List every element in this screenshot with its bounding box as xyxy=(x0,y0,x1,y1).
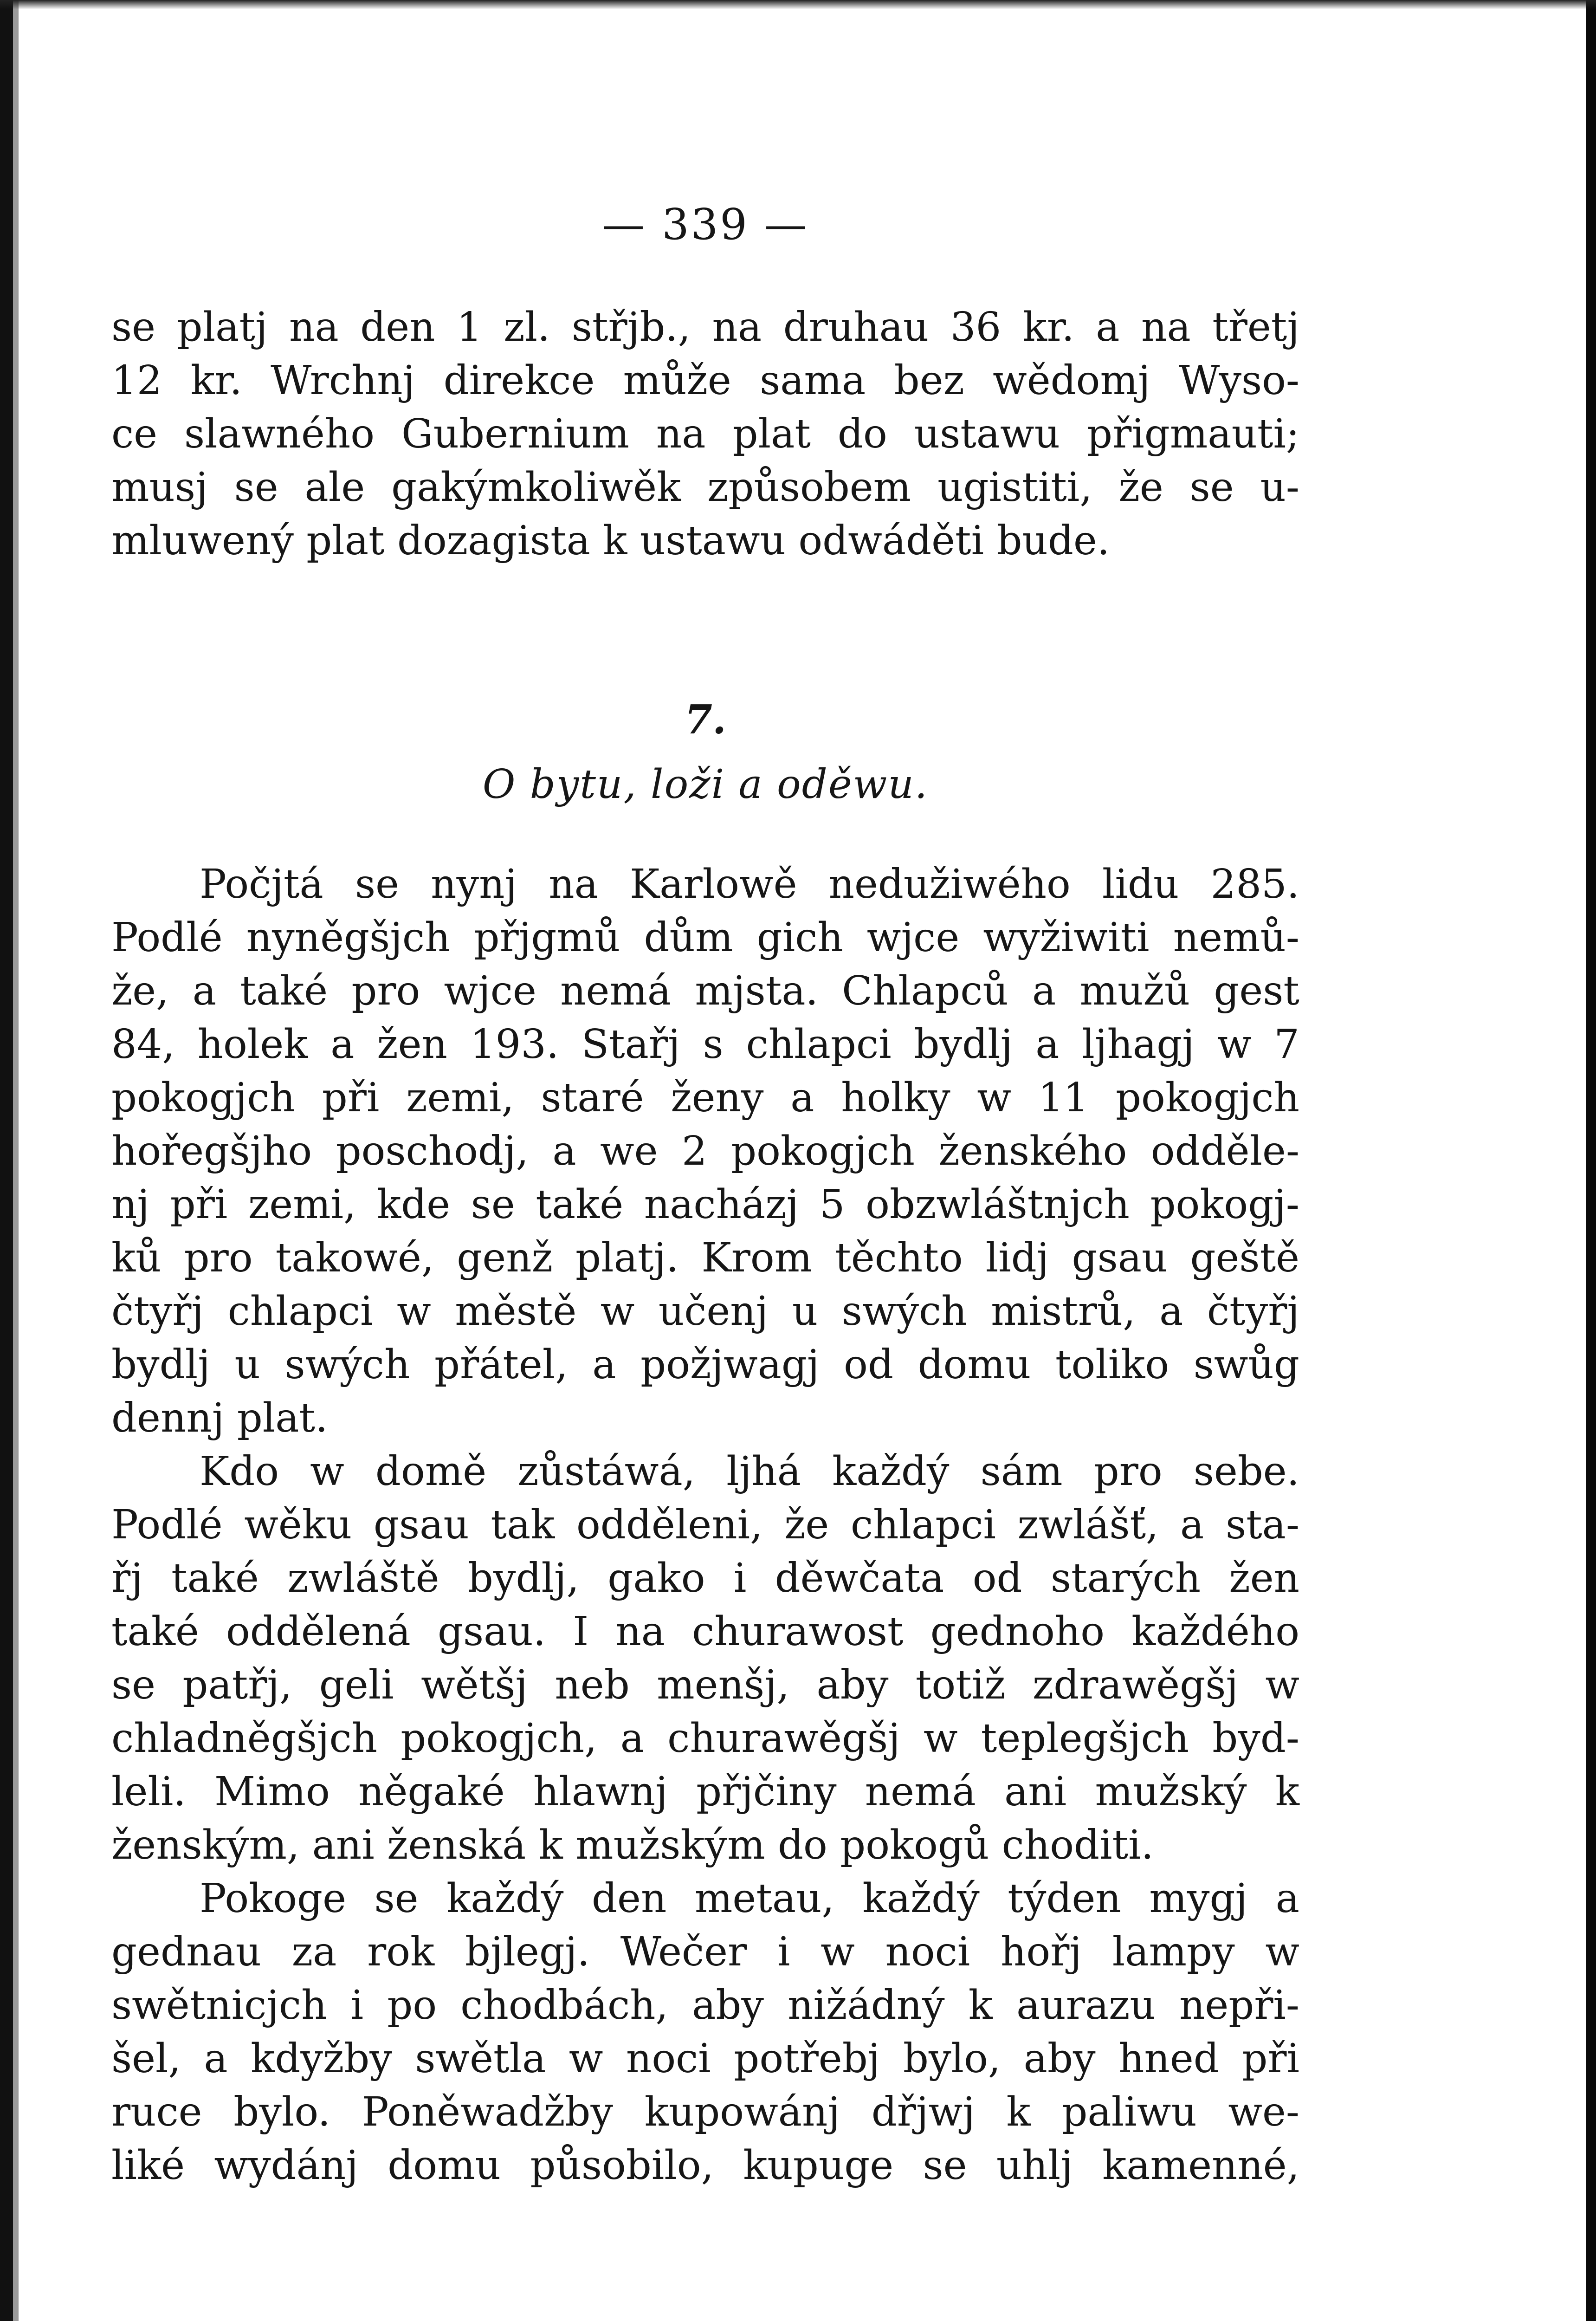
text-line: mluwený plat dozagista k ustawu odwáděti bude. xyxy=(111,518,1110,564)
text-line: pokogjch při zemi, staré ženy a holky w 11 pokogjch xyxy=(111,1075,1299,1121)
text-line: 84, holek a žen 193. Stařj s chlapci bydlj a ljhagj w 7 xyxy=(111,1021,1299,1068)
text-line: ruce bylo. Poněwadžby kupowánj dřjwj k paliwu we- xyxy=(111,2089,1299,2135)
text-line: Počjtá se nynj na Karlowě nedužiwého lidu 285. xyxy=(200,861,1299,908)
text-line: leli. Mimo něgaké hlawnj přjčiny nemá ani mužský k xyxy=(111,1769,1299,1815)
text-line: swětnicjch i po chodbách, aby nižádný k aurazu nepři- xyxy=(111,1982,1299,2029)
text-line: Podlé nyněgšjch přjgmů dům gich wjce wyžiwiti nemů- xyxy=(111,914,1299,961)
text-line: Podlé wěku gsau tak odděleni, že chlapci zwlášť, a sta- xyxy=(111,1502,1299,1548)
text-line: čtyřj chlapci w městě w učenj u swých mistrů, a čtyřj xyxy=(111,1288,1299,1335)
text-line: se platj na den 1 zl. střjb., na druhau 36 kr. a na třetj xyxy=(111,304,1299,350)
text-line: řj také zwláště bydlj, gako i děwčata od starých žen xyxy=(111,1555,1299,1601)
text-line: liké wydánj domu působilo, kupuge se uhlj kamenné, xyxy=(111,2142,1299,2189)
text-line: Pokoge se každý den metau, každý týden mygj a xyxy=(200,1875,1299,1922)
section-title: O bytu, loži a oděwu. xyxy=(482,761,929,808)
text-line: ků pro takowé, genž platj. Krom těchto lidj gsau geště xyxy=(111,1235,1299,1281)
text-line: 12 kr. Wrchnj direkce může sama bez wědomj Wyso- xyxy=(111,357,1299,404)
text-line: bydlj u swých přátel, a požjwagj od domu toliko swůg xyxy=(111,1342,1299,1388)
text-line: gednau za rok bjlegj. Wečer i w noci hořj lampy w xyxy=(111,1929,1299,1975)
scan-edge-right xyxy=(1586,0,1596,2321)
text-line: také oddělená gsau. I na churawost gednoho každého xyxy=(111,1608,1299,1655)
text-line: šel, a kdyžby swětla w noci potřebj bylo, aby hned při xyxy=(111,2036,1299,2082)
section-number: 7. xyxy=(685,696,726,743)
text-line: musj se ale gakýmkoliwěk způsobem ugistiti, že se u- xyxy=(111,464,1299,511)
scan-edge-left-inner xyxy=(13,0,19,2321)
text-line: ce slawného Gubernium na plat do ustawu přigmauti; xyxy=(111,411,1299,457)
text-line: dennj plat. xyxy=(111,1395,328,1441)
text-line: ženským, ani ženská k mužským do pokogů choditi. xyxy=(111,1822,1154,1868)
page-number: — 339 — xyxy=(601,200,809,249)
book-page xyxy=(111,0,1299,2321)
text-line: hořegšjho poschodj, a we 2 pokogjch ženského odděle- xyxy=(111,1128,1299,1174)
text-line: Kdo w domě zůstáwá, ljhá každý sám pro sebe. xyxy=(200,1448,1299,1495)
text-line: chladněgšjch pokogjch, a churawěgšj w teplegšjch byd- xyxy=(111,1715,1299,1762)
text-line: nj při zemi, kde se také nacházj 5 obzwláštnjch pokogj- xyxy=(111,1181,1299,1228)
text-line: se patřj, geli wětšj neb menšj, aby totiž zdrawěgšj w xyxy=(111,1662,1299,1708)
text-line: že, a také pro wjce nemá mjsta. Chlapců a mužů gest xyxy=(111,968,1299,1014)
scan-edge-left xyxy=(0,0,13,2321)
